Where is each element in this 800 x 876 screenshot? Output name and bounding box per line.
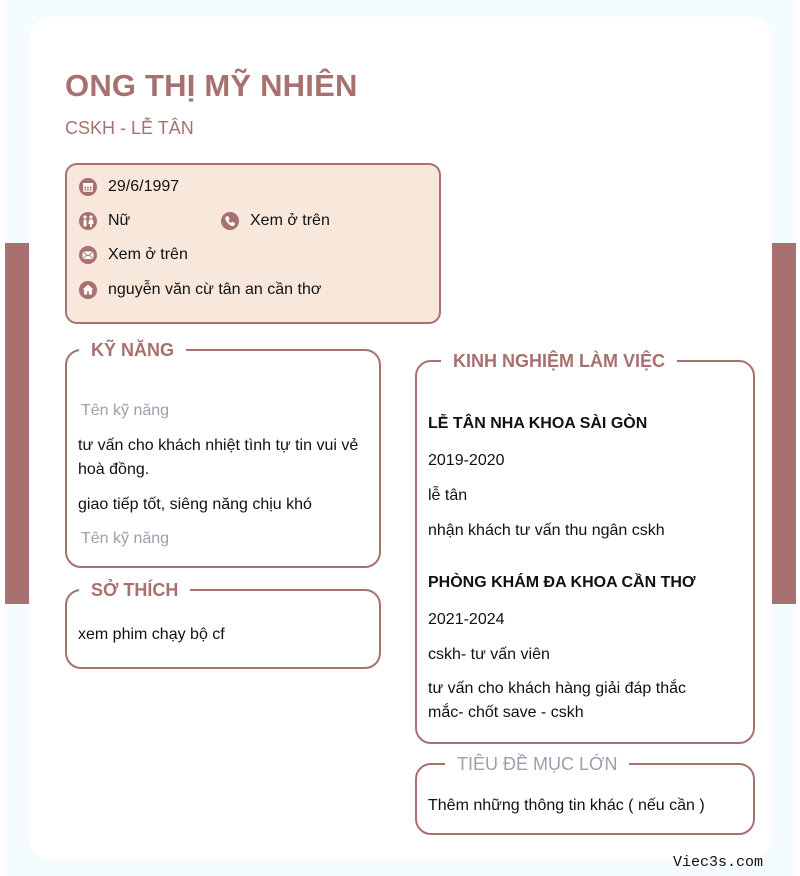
gender-row[interactable] bbox=[78, 211, 130, 231]
job-description[interactable]: tư vấn cho khách hàng giải đáp thắc mắc- chốt save - cskh bbox=[428, 680, 686, 721]
extra-title[interactable]: TIÊU ĐỀ MỤC LỚN bbox=[445, 751, 629, 777]
watermark: Viec3s.com bbox=[673, 854, 764, 871]
email-value: Xem ở trên bbox=[108, 246, 188, 263]
job-company[interactable]: PHÒNG KHÁM ĐA KHOA CẦN THƠ bbox=[428, 574, 696, 591]
job-position[interactable]: cskh- tư vấn viên bbox=[428, 646, 550, 663]
contact-info-box bbox=[65, 163, 441, 324]
extra-section bbox=[415, 754, 755, 835]
skill-name-placeholder[interactable]: Tên kỹ năng bbox=[81, 402, 170, 419]
phone-value: Xem ở trên bbox=[250, 212, 330, 229]
email-row[interactable] bbox=[78, 245, 188, 265]
job-position[interactable]: lễ tân bbox=[428, 487, 468, 504]
experience-title[interactable]: KINH NGHIỆM LÀM VIỆC bbox=[441, 348, 677, 374]
extra-text[interactable]: Thêm những thông tin khác ( nếu cần ) bbox=[428, 797, 705, 814]
hobbies-section bbox=[65, 580, 381, 669]
address-row[interactable] bbox=[78, 280, 321, 300]
phone-icon bbox=[220, 211, 240, 231]
job-period[interactable]: 2021-2024 bbox=[428, 611, 505, 628]
left-accent-bar bbox=[5, 243, 29, 604]
skill-item[interactable]: giao tiếp tốt, siêng năng chịu khó bbox=[78, 496, 312, 513]
phone-row[interactable] bbox=[220, 211, 330, 231]
right-accent-bar bbox=[772, 243, 796, 604]
address-value: nguyễn văn cừ tân an cần thơ bbox=[108, 281, 322, 298]
skills-section bbox=[65, 340, 381, 568]
hobbies-text[interactable]: xem phim chạy bộ cf bbox=[78, 626, 225, 643]
skills-title[interactable]: KỸ NĂNG bbox=[79, 337, 186, 363]
calendar-icon bbox=[78, 177, 98, 197]
gender-value: Nữ bbox=[108, 212, 131, 229]
envelope-icon bbox=[78, 245, 98, 265]
job-company[interactable]: LỄ TÂN NHA KHOA SÀI GÒN bbox=[428, 415, 648, 432]
gender-icon bbox=[78, 211, 98, 231]
hobbies-title[interactable]: SỞ THÍCH bbox=[79, 577, 190, 603]
job-title[interactable]: CSKH - LỄ TÂN bbox=[65, 118, 194, 138]
candidate-name[interactable]: ONG THỊ MỸ NHIÊN bbox=[65, 68, 358, 103]
home-icon bbox=[78, 280, 98, 300]
job-description[interactable]: nhận khách tư vấn thu ngân cskh bbox=[428, 522, 665, 539]
birthday-value: 29/6/1997 bbox=[108, 178, 180, 195]
job-period[interactable]: 2019-2020 bbox=[428, 452, 505, 469]
skill-name-placeholder[interactable]: Tên kỹ năng bbox=[81, 530, 170, 547]
experience-section bbox=[415, 351, 755, 744]
birthday-row[interactable] bbox=[78, 177, 179, 197]
skill-item[interactable]: tư vấn cho khách nhiệt tình tự tin vui vẻ hoà đồng. bbox=[78, 437, 359, 478]
